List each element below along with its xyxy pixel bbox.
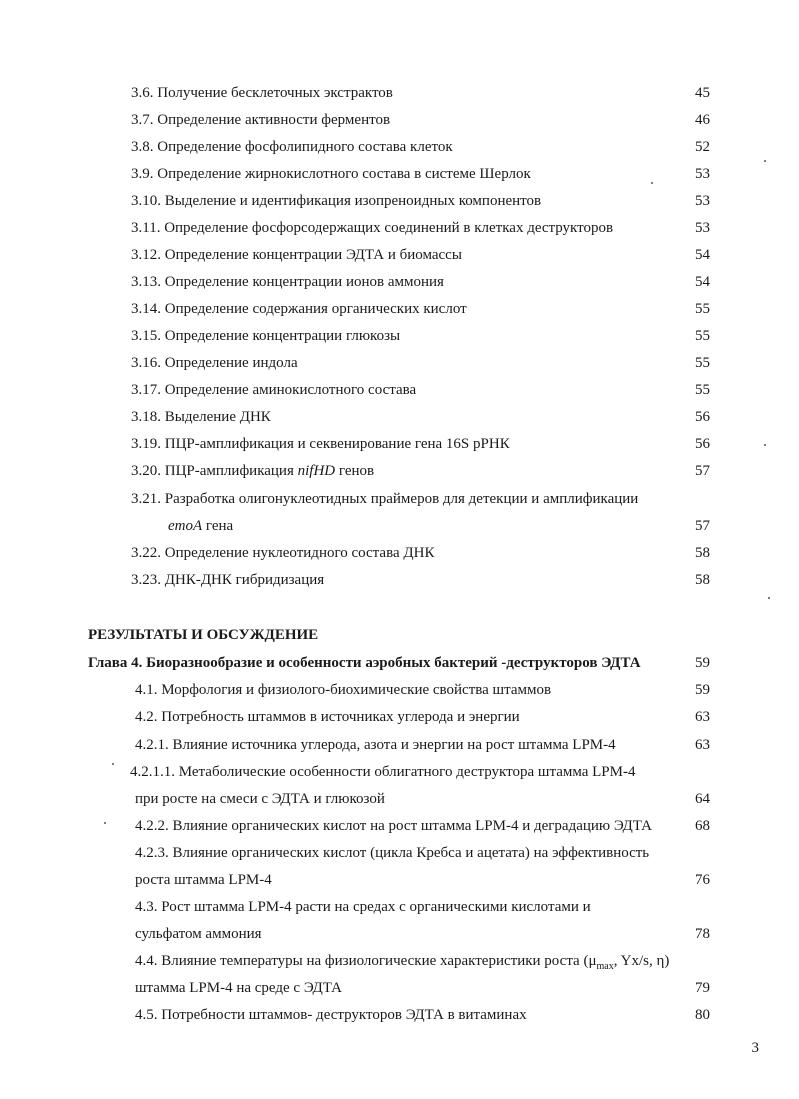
toc-page-3-16: 55 — [695, 355, 710, 371]
toc-entry-3-21: 3.21. Разработка олигонуклеотидных праймеров для детекции и амплификации — [131, 491, 639, 507]
toc-entry-3-8: 3.8. Определение фосфолипидного состава клеток — [131, 139, 453, 155]
toc-page-3-8: 52 — [695, 139, 710, 155]
page-number: 3 — [751, 1040, 759, 1056]
scan-speck — [768, 597, 770, 599]
toc-page-4-2-3: 76 — [695, 872, 710, 888]
toc-entry-3-18: 3.18. Выделение ДНК — [131, 409, 271, 425]
toc-entry-4-2-3-cont: роста штамма LPM-4 — [135, 872, 272, 888]
toc-page-4-2-1-1: 64 — [695, 791, 710, 807]
gene-name-emoa: emoA — [168, 518, 203, 534]
toc-entry-4-2-1: 4.2.1. Влияние источника углерода, азота и энергии на рост штамма LPM-4 — [135, 737, 616, 753]
toc-entry-4-2-1-1-cont: при росте на смеси с ЭДТА и глюкозой — [135, 791, 385, 807]
scan-speck — [651, 182, 653, 184]
toc-entry-3-15: 3.15. Определение концентрации глюкозы — [131, 328, 401, 344]
toc-entry-3-6: 3.6. Получение бесклеточных экстрактов — [131, 85, 393, 101]
toc-page-3-23: 58 — [695, 572, 710, 588]
toc-page-3-13: 54 — [695, 274, 710, 290]
toc-entry-4-2: 4.2. Потребность штаммов в источниках углерода и энергии — [135, 709, 520, 725]
toc-page-3-20: 57 — [695, 463, 710, 479]
toc-entry-3-11: 3.11. Определение фосфорсодержащих соединений в клетках деструкторов — [131, 220, 614, 236]
toc-page-3-12: 54 — [695, 247, 710, 263]
toc-entry-4-3: 4.3. Рост штамма LPM-4 расти на средах с органическими кислотами и — [135, 899, 591, 915]
toc-entry-3-13: 3.13. Определение концентрации ионов аммония — [131, 274, 444, 290]
toc-entry-3-21-cont: emoA гена — [168, 518, 234, 534]
toc-entry-3-9: 3.9. Определение жирнокислотного состава в системе Шерлок — [131, 166, 531, 182]
toc-entry-4-5: 4.5. Потребности штаммов- деструкторов ЭДТА в витаминах — [135, 1007, 527, 1023]
toc-page-4-2-1: 63 — [695, 737, 710, 753]
toc-page-4-2-2: 68 — [695, 818, 710, 834]
toc-page-3-9: 53 — [695, 166, 710, 182]
toc-entry-4-3-cont: сульфатом аммония — [135, 926, 262, 942]
scan-speck — [112, 763, 114, 765]
toc-page-3-17: 55 — [695, 382, 710, 398]
toc-entry-3-12: 3.12. Определение концентрации ЭДТА и биомассы — [131, 247, 462, 263]
toc-entry-4-4: 4.4. Влияние температуры на физиологические характеристики роста ($\mu_{max}$, Yx/s, η) — [135, 953, 670, 972]
toc-page-3-18: 56 — [695, 409, 710, 425]
toc-page-4-4: 79 — [695, 980, 710, 996]
toc-entry-3-14: 3.14. Определение содержания органических кислот — [131, 301, 467, 317]
toc-entry-4-2-1-1: 4.2.1.1. Метаболические особенности облигатного деструктора штамма LPM-4 — [130, 764, 636, 780]
gene-name-nifhd: nifHD — [297, 463, 336, 479]
toc-page-3-19: 56 — [695, 436, 710, 452]
toc-page-4-5: 80 — [695, 1007, 710, 1023]
toc-entry-3-23: 3.23. ДНК-ДНК гибридизация — [131, 572, 325, 588]
toc-page-chapter-4: 59 — [695, 655, 710, 671]
toc-page-3-7: 46 — [695, 112, 710, 128]
toc-chapter-4: Глава 4. Биоразнообразие и особенности аэробных бактерий -деструкторов ЭДТА — [88, 655, 641, 671]
toc-page-4-1: 59 — [695, 682, 710, 698]
toc-entry-4-1: 4.1. Морфология и физиолого-биохимические свойства штаммов — [135, 682, 552, 698]
toc-page-4-2: 63 — [695, 709, 710, 725]
toc-page-4-3: 78 — [695, 926, 710, 942]
toc-page-3-14: 55 — [695, 301, 710, 317]
toc-entry-3-10: 3.10. Выделение и идентификация изопреноидных компонентов — [131, 193, 542, 209]
toc-entry-3-17: 3.17. Определение аминокислотного состава — [131, 382, 417, 398]
toc-page-3-10: 53 — [695, 193, 710, 209]
toc-page-3-6: 45 — [695, 85, 710, 101]
section-heading-results: РЕЗУЛЬТАТЫ И ОБСУЖДЕНИЕ — [88, 627, 319, 643]
toc-page-3-11: 53 — [695, 220, 710, 236]
scan-speck — [764, 444, 766, 446]
toc-page-3-21: 57 — [695, 518, 710, 534]
scan-speck — [104, 822, 106, 824]
toc-entry-4-2-3: 4.2.3. Влияние органических кислот (цикла Кребса и ацетата) на эффективность — [135, 845, 650, 861]
toc-entry-4-2-2: 4.2.2. Влияние органических кислот на рост штамма LPM-4 и деградацию ЭДТА — [135, 818, 653, 834]
toc-page-3-22: 58 — [695, 545, 710, 561]
scan-speck — [764, 160, 766, 162]
toc-page-3-15: 55 — [695, 328, 710, 344]
toc-entry-3-19: 3.19. ПЦР-амплификация и секвенирование гена 16S рРНК — [131, 436, 510, 452]
toc-entry-3-20: 3.20. ПЦР-амплификация nifHD генов — [131, 463, 375, 479]
toc-entry-3-16: 3.16. Определение индола — [131, 355, 298, 371]
toc-entry-4-4-cont: штамма LPM-4 на среде с ЭДТА — [135, 980, 342, 996]
toc-entry-3-22: 3.22. Определение нуклеотидного состава ДНК — [131, 545, 435, 561]
toc-entry-3-7: 3.7. Определение активности ферментов — [131, 112, 391, 128]
